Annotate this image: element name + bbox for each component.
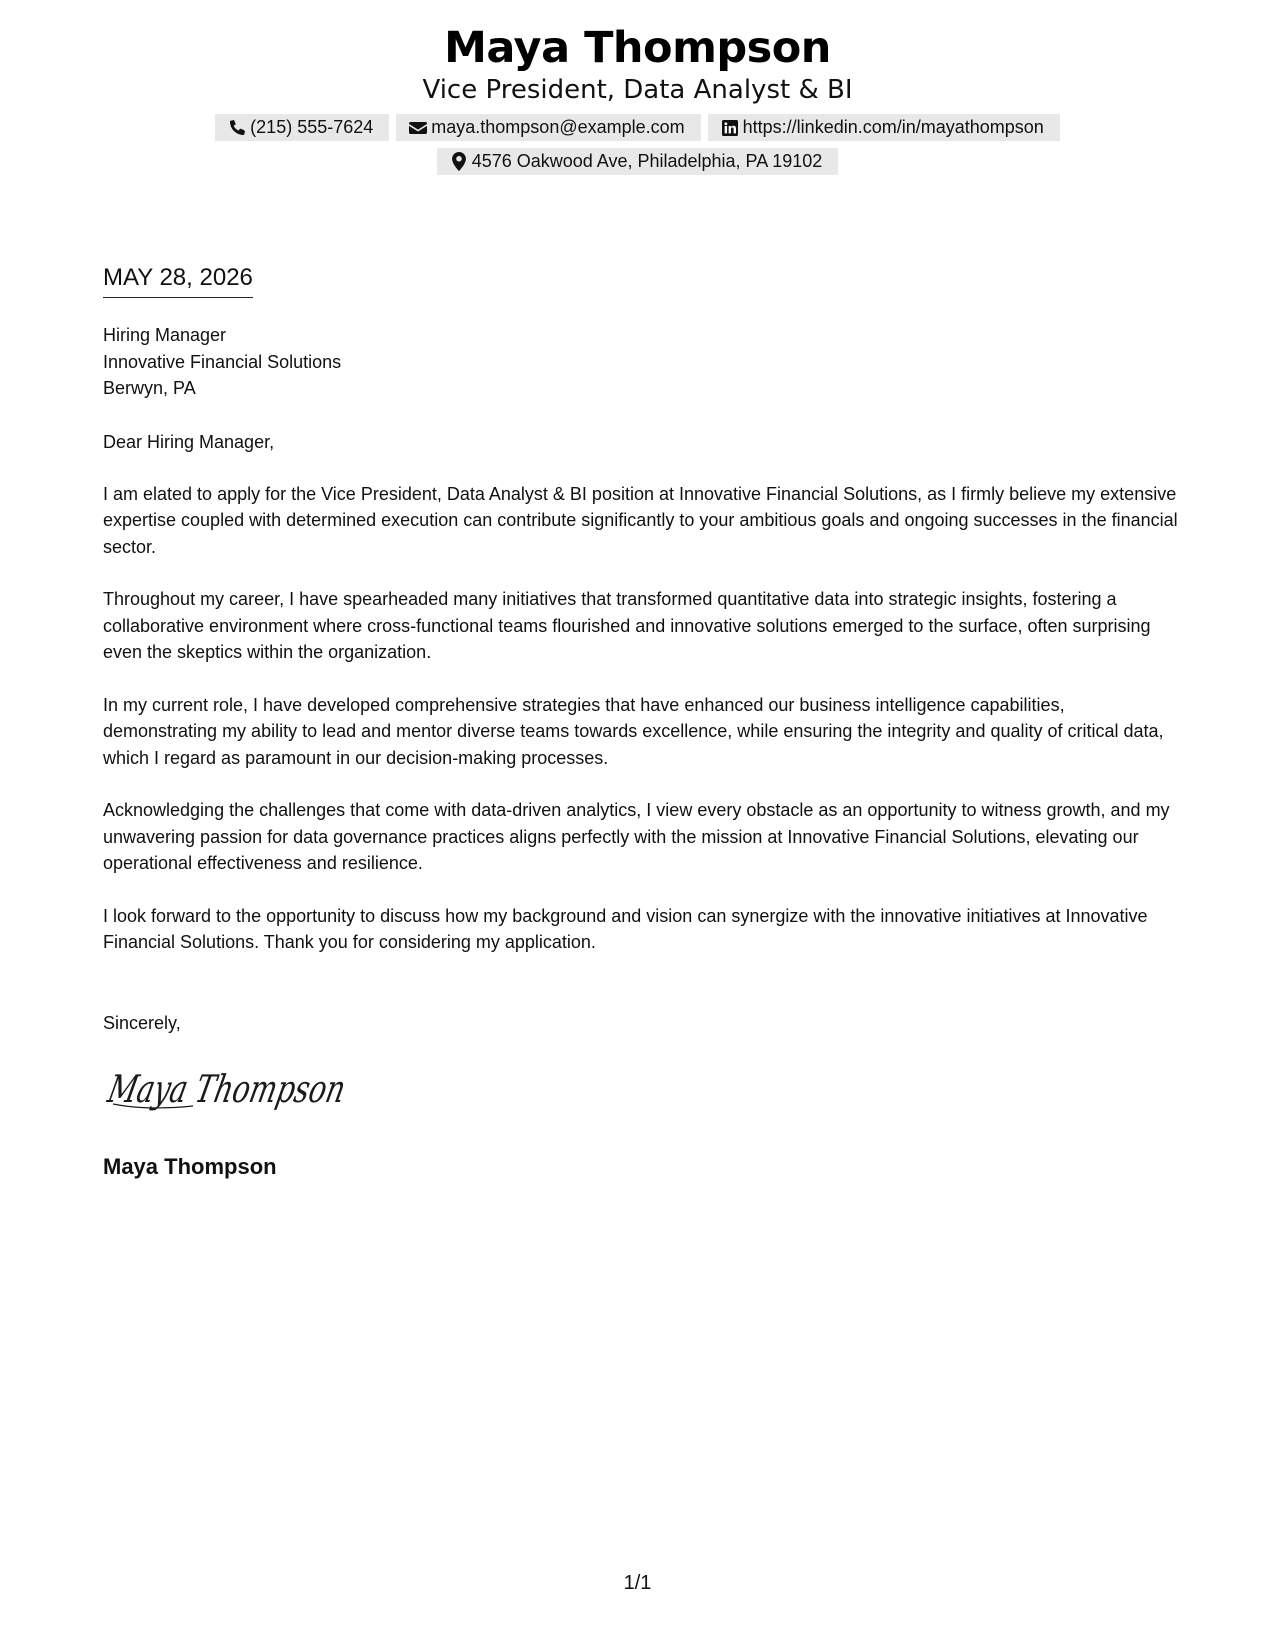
body-paragraph: In my current role, I have developed comprehensive strategies that have enhanced our business intelligence capabilities, demonstrating my ability to lead and mentor diverse teams towards excellence, while ensuring the integrity and quality of critical data, which I regard as paramount in our decision-making processes. bbox=[103, 694, 1164, 768]
recipient-location: Berwyn, PA bbox=[103, 378, 196, 398]
page-indicator: 1/1 bbox=[623, 1572, 652, 1594]
applicant-title: Vice President, Data Analyst & BI bbox=[422, 75, 853, 105]
body-paragraph: Throughout my career, I have spearheaded many initiatives that transformed quantitative data into strategic insights, fostering a collaborative environment where cross-functional teams flourished and innovative solutions emerged to the surface, often surprising even the skeptics within the organization. bbox=[103, 589, 1151, 662]
applicant-name: Maya Thompson bbox=[444, 23, 831, 73]
recipient-name: Hiring Manager bbox=[103, 325, 227, 345]
recipient-company: Innovative Financial Solutions bbox=[103, 351, 342, 372]
contact-phone-text: (215) 555-7624 bbox=[250, 117, 374, 137]
body-paragraph: I look forward to the opportunity to discuss how my background and vision can synergize with the innovative initiatives at Innovative Financial Solutions. Thank you for considering my application. bbox=[103, 905, 1148, 952]
contact-address bbox=[437, 148, 839, 175]
contact-phone[interactable] bbox=[215, 114, 389, 141]
letter-body bbox=[103, 429, 1183, 982]
recipient-block bbox=[103, 322, 341, 402]
contact-row-secondary bbox=[0, 148, 1275, 175]
envelope-icon bbox=[409, 119, 427, 137]
signer-name: Maya Thompson bbox=[103, 1154, 277, 1179]
body-paragraph: Acknowledging the challenges that come with data-driven analytics, I view every obstacle as an opportunity to witness growth, and my unwavering passion for data governance practices aligns perfectly with the mission at Innovative Financial Solutions, elevating our operational effectiveness and resilience. bbox=[103, 800, 1170, 873]
contact-linkedin[interactable] bbox=[708, 114, 1060, 141]
contact-email-text: maya.thompson@example.com bbox=[431, 117, 685, 137]
letter-header bbox=[0, 22, 1275, 175]
phone-icon bbox=[228, 119, 246, 137]
salutation: Dear Hiring Manager, bbox=[103, 432, 275, 452]
body-paragraph: I am elated to apply for the Vice President, Data Analyst & BI position at Innovative Financial Solutions, as I firmly believe my extensive expertise coupled with determined execution can contribute significantly to your ambitious goals and ongoing successes in the financial sector. bbox=[103, 483, 1178, 557]
contact-address-text: 4576 Oakwood Ave, Philadelphia, PA 19102 bbox=[471, 151, 823, 171]
contact-email[interactable] bbox=[396, 114, 700, 141]
linkedin-icon bbox=[721, 119, 739, 137]
handwritten-signature bbox=[103, 1060, 431, 1120]
contact-linkedin-text: https://linkedin.com/in/mayathompson bbox=[742, 117, 1044, 137]
contact-row-primary bbox=[0, 114, 1275, 141]
closing: Sincerely, bbox=[103, 1013, 181, 1033]
svg-text:Maya Thompson: Maya Thompson bbox=[103, 1067, 431, 1112]
map-marker-icon bbox=[450, 153, 468, 171]
letter-date: MAY 28, 2026 bbox=[103, 262, 253, 298]
